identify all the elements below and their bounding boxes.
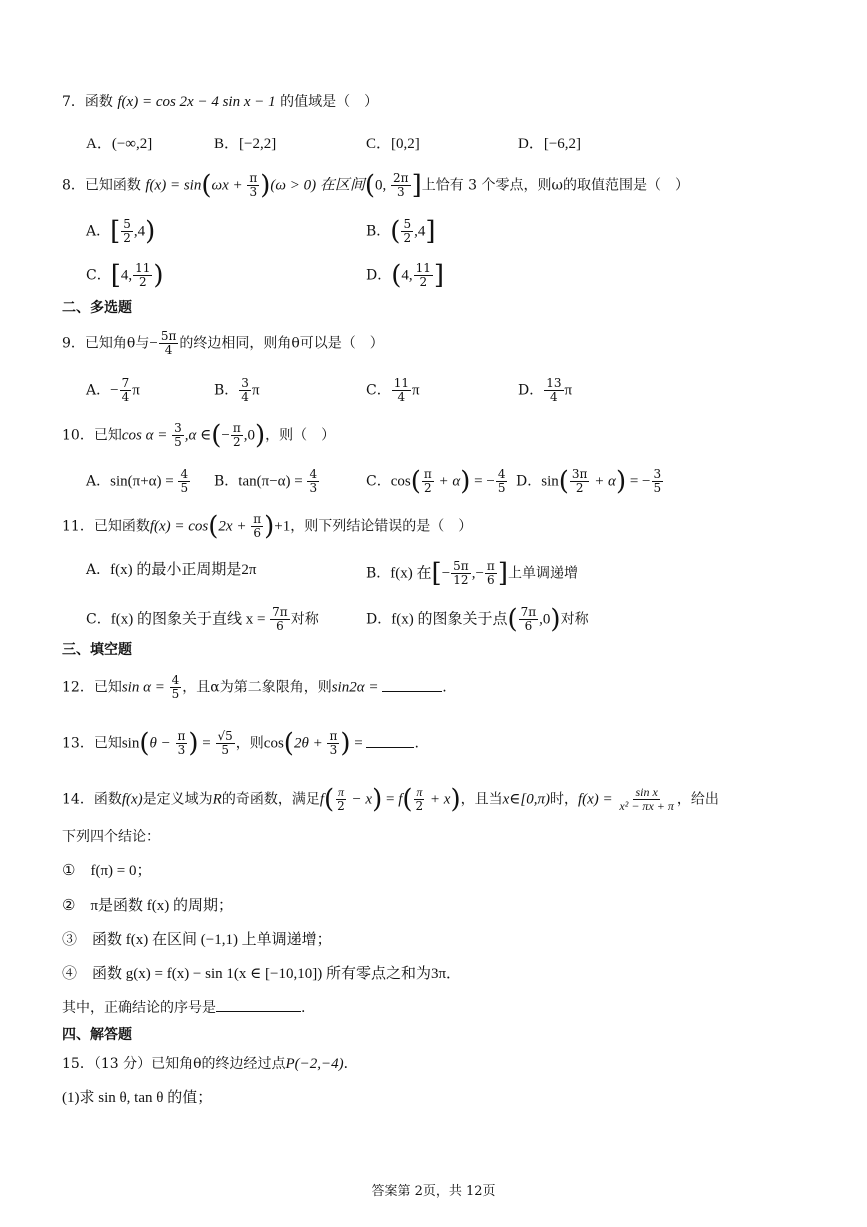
q14-close2: ) bbox=[450, 784, 461, 815]
q11-a-text: f(x) 的最小正周期是2π bbox=[110, 562, 257, 578]
q14-t3: ，且当 bbox=[460, 791, 503, 808]
q8-c-frac bbox=[133, 262, 152, 289]
q8-two-pi: 2π bbox=[393, 171, 409, 185]
q8-b-num: 5 bbox=[403, 217, 412, 231]
q14-frac3 bbox=[617, 786, 675, 813]
q8-option-c bbox=[86, 262, 164, 289]
q9-b-frac bbox=[239, 377, 251, 404]
q13-cos: cos bbox=[263, 735, 284, 752]
q8-label: 8．已知函数 bbox=[62, 177, 141, 194]
q10-d-close: ) bbox=[615, 466, 627, 497]
q8-three: 3 bbox=[249, 185, 258, 199]
q9-c-pi: π bbox=[412, 382, 420, 399]
q10-d-3pi: 3π bbox=[571, 467, 588, 481]
q8-paren-close: ) bbox=[260, 170, 271, 201]
q8-d-close: ] bbox=[433, 260, 445, 291]
q11-b-12: 12 bbox=[453, 573, 469, 587]
q10-frac-pi2 bbox=[231, 422, 243, 449]
q7-option-a: A．(−∞,2] bbox=[86, 136, 153, 152]
q10-c-label: C． bbox=[366, 473, 391, 490]
q9-b-den: 4 bbox=[241, 390, 249, 404]
q8-a-close: ) bbox=[145, 216, 156, 247]
q8-stem bbox=[62, 172, 689, 199]
q13-sqrt5: √5 bbox=[217, 729, 233, 743]
q10-d-den: 5 bbox=[653, 481, 662, 495]
q10-option-c bbox=[366, 468, 508, 495]
q12-sin2a: sin2α = bbox=[331, 679, 383, 696]
q12-stem bbox=[62, 674, 447, 701]
q12-sin: sin α = bbox=[121, 679, 169, 696]
q8-c-close: ) bbox=[153, 260, 164, 291]
q9-c-label: C． bbox=[366, 382, 391, 399]
q8-d-four: 4, bbox=[401, 267, 413, 284]
q11-d-7pi: 7π bbox=[520, 605, 537, 619]
q10-five: 5 bbox=[174, 435, 182, 449]
q8-d-frac bbox=[414, 262, 433, 289]
q13-sin: sin bbox=[121, 735, 140, 752]
q7-option-d: D．[−6,2] bbox=[518, 136, 582, 152]
q8-c-den: 2 bbox=[138, 275, 147, 289]
q8-d-den: 2 bbox=[419, 275, 428, 289]
q11-d-open: ( bbox=[507, 604, 518, 635]
q13-three: 3 bbox=[177, 743, 186, 757]
q15-point: P(−2,−4) bbox=[285, 1056, 344, 1072]
q13-open2: ( bbox=[283, 728, 294, 759]
q10-c-pi: π bbox=[423, 467, 432, 481]
q13-eq: = bbox=[198, 735, 215, 752]
q14-end: . bbox=[301, 1000, 306, 1016]
q12-num: 4 bbox=[171, 673, 180, 687]
q10-c-close: ) bbox=[460, 466, 471, 497]
q8-formula: f(x) = sin bbox=[145, 177, 202, 194]
q9-label: 9．已知角θ与 bbox=[62, 335, 150, 352]
q8-b-close: ] bbox=[425, 216, 436, 247]
q10-d-alpha: + α bbox=[590, 473, 616, 490]
q13-close2: ) bbox=[340, 728, 351, 759]
q8-a-num: 5 bbox=[123, 217, 131, 231]
q13-frac3 bbox=[327, 730, 339, 757]
q8-option-d bbox=[366, 262, 444, 289]
q8-option-b bbox=[366, 218, 436, 245]
q13-frac1 bbox=[176, 730, 188, 757]
q8-b-four: ,4 bbox=[414, 223, 426, 240]
q14-t2: 的奇函数，满足 bbox=[221, 791, 320, 808]
q8-d-num: 11 bbox=[415, 261, 431, 275]
q14-conclusion-1: ① f(π) = 0； bbox=[62, 863, 152, 879]
q14-f2: f bbox=[398, 791, 403, 808]
q14-minus-x: − x bbox=[347, 791, 373, 808]
q8-a-den: 2 bbox=[123, 231, 131, 245]
q10-d-two: 2 bbox=[575, 481, 584, 495]
q8-c-open: [ bbox=[110, 260, 121, 291]
q8-pi: π bbox=[249, 171, 258, 185]
q8-option-a bbox=[86, 218, 155, 245]
q9-option-c bbox=[366, 377, 420, 404]
q8-cond: (ω > 0) 在区间 bbox=[270, 177, 365, 194]
q10-c-frac bbox=[496, 468, 508, 495]
q8-frac-2pi3 bbox=[391, 172, 411, 199]
q11-c-label: C． bbox=[86, 611, 111, 628]
q13-open: ( bbox=[139, 728, 150, 759]
q11-six: 6 bbox=[253, 526, 261, 540]
section-solution: 四、解答题 bbox=[62, 1027, 132, 1043]
q10-open: ( bbox=[211, 420, 222, 451]
q9-den: 4 bbox=[164, 343, 173, 357]
q9-option-d bbox=[518, 377, 572, 404]
q9-d-label: D． bbox=[518, 382, 544, 399]
q10-a-formula: sin(π+α) = bbox=[110, 473, 178, 490]
q11-open: ( bbox=[208, 511, 219, 542]
q14-frac2 bbox=[414, 786, 426, 813]
q14-frac1 bbox=[335, 786, 347, 813]
q11-plus1: +1 bbox=[274, 518, 291, 535]
q9-frac bbox=[159, 330, 179, 357]
q9-tail: 的终边相同，则角θ可以是（ ） bbox=[179, 335, 384, 352]
q10-c-cos: cos bbox=[390, 473, 411, 490]
q13-close: ) bbox=[188, 728, 199, 759]
q9-option-b bbox=[214, 377, 260, 404]
q13-arg: θ − bbox=[149, 735, 175, 752]
q8-interval-zero: 0, bbox=[375, 177, 391, 194]
q14-plus-x: + x bbox=[426, 791, 451, 808]
section-multi-choice: 二、多选题 bbox=[62, 300, 132, 316]
q11-option-a bbox=[86, 560, 256, 580]
q9-d-den: 4 bbox=[550, 390, 558, 404]
q10-b-formula: tan(π−α) = bbox=[238, 473, 307, 490]
q13-answer-blank[interactable] bbox=[366, 735, 414, 748]
q8-c-label: C． bbox=[86, 267, 111, 284]
q9-b-label: B． bbox=[214, 382, 239, 399]
q14-num: sin x bbox=[635, 785, 658, 799]
q10-frac-35 bbox=[172, 422, 184, 449]
q8-b-frac bbox=[401, 218, 413, 245]
q10-a-frac bbox=[178, 468, 190, 495]
q9-option-a: A．− $\frac{7}{4}$ π bbox=[86, 376, 140, 404]
q11-option-d bbox=[366, 606, 589, 633]
q9-d-pi: π bbox=[564, 382, 573, 399]
q14-label: 14．函数 bbox=[62, 791, 122, 808]
q11-tail: ，则下列结论错误的是（ ） bbox=[290, 518, 473, 535]
q14-conclusion-4: ④ 函数 g(x) = f(x) − sin 1(x ∈ [−10,10]) 所有零点之和为3π． bbox=[62, 966, 462, 982]
q11-b-fx: f(x) 在 bbox=[390, 565, 432, 582]
q12-tail: ，且α为第二象限角，则 bbox=[182, 679, 332, 696]
q10-close: ) bbox=[254, 420, 266, 451]
q10-c-frac-pi2 bbox=[422, 468, 434, 495]
q14-t5: ，给出 bbox=[676, 791, 719, 808]
q10-c-two: 2 bbox=[424, 481, 432, 495]
q9-a-num: 7 bbox=[121, 376, 130, 390]
q12-den: 5 bbox=[171, 687, 180, 701]
q10-alpha-in: ,α ∈ bbox=[184, 427, 212, 444]
q12-answer-blank[interactable] bbox=[382, 679, 442, 692]
q15-end: ． bbox=[343, 1056, 358, 1072]
q13-then: ，则 bbox=[235, 735, 264, 752]
q10-c-eq: = − bbox=[470, 473, 495, 490]
q8-a-four: ,4 bbox=[133, 223, 146, 240]
q14-stem bbox=[62, 786, 719, 813]
q15-part1: (1)求 sin θ, tan θ 的值； bbox=[62, 1090, 213, 1106]
q9-a-label: A． bbox=[86, 382, 111, 399]
q11-stem bbox=[62, 513, 472, 540]
q10-stem bbox=[62, 422, 335, 449]
q11-d-label: D． bbox=[366, 611, 392, 628]
q7-stem bbox=[62, 92, 378, 112]
q8-interval-open: ( bbox=[364, 170, 376, 201]
q10-c-num: 4 bbox=[497, 467, 506, 481]
q14-close1: ) bbox=[372, 784, 383, 815]
q15-label: 15．（13 分）已知角θ的终边经过点 bbox=[62, 1056, 286, 1072]
q10-minus: − bbox=[221, 427, 230, 444]
q9-b-pi: π bbox=[251, 382, 260, 399]
q9-a-frac bbox=[120, 377, 132, 404]
q10-c-den: 5 bbox=[497, 481, 506, 495]
q9-c-num: 11 bbox=[393, 376, 409, 390]
q9-b-num: 3 bbox=[241, 376, 249, 390]
q14-fx2: f(x) = bbox=[577, 791, 617, 808]
section-fill-blank: 三、填空题 bbox=[62, 642, 132, 658]
q9-stem bbox=[62, 330, 384, 357]
q11-b-open: [ bbox=[431, 558, 442, 589]
q10-a-num: 4 bbox=[180, 467, 189, 481]
q15-stem bbox=[62, 1054, 358, 1074]
q14-den: x² − πx + π bbox=[619, 799, 674, 813]
q10-d-sin: sin bbox=[541, 473, 559, 490]
q12-label: 12．已知 bbox=[62, 679, 122, 696]
q11-c-text: f(x) 的图象关于直线 x = bbox=[110, 611, 270, 628]
q11-formula: f(x) = cos bbox=[149, 518, 209, 535]
q10-tail: ，则（ ） bbox=[265, 427, 336, 444]
q10-d-frac bbox=[652, 468, 664, 495]
q9-minus: − bbox=[149, 335, 158, 352]
q8-d-label: D． bbox=[366, 267, 392, 284]
q10-two: 2 bbox=[232, 435, 241, 449]
q11-close: ) bbox=[264, 511, 275, 542]
q14-answer bbox=[62, 998, 305, 1018]
q11-b-6: 6 bbox=[487, 573, 495, 587]
page-footer: 答案第 2页，共 12页 bbox=[371, 1184, 496, 1199]
q10-a-label: A． bbox=[86, 473, 111, 490]
q14-answer-blank[interactable] bbox=[216, 999, 301, 1012]
q13-frac2 bbox=[216, 730, 235, 757]
q14-answer-text: 其中，正确结论的序号是 bbox=[62, 1000, 216, 1016]
q10-option-d bbox=[516, 468, 664, 495]
q11-label: 11．已知函数 bbox=[62, 518, 150, 535]
q11-d-sym: 对称 bbox=[560, 611, 589, 628]
q11-c-frac bbox=[270, 606, 290, 633]
q9-c-den: 4 bbox=[397, 390, 406, 404]
q14-t1: 是定义域为 bbox=[142, 791, 213, 808]
q10-d-eq: = − bbox=[626, 473, 651, 490]
q10-b-den: 3 bbox=[309, 481, 318, 495]
q11-c-7pi: 7π bbox=[272, 605, 288, 619]
q9-d-frac bbox=[544, 377, 563, 404]
q11-arg: 2x + bbox=[218, 518, 251, 535]
q10-option-a bbox=[86, 468, 191, 495]
q8-d-open: ( bbox=[391, 260, 402, 291]
q8-paren: ( bbox=[201, 170, 212, 201]
q13-pi: π bbox=[177, 729, 186, 743]
q8-c-four: 4, bbox=[120, 267, 133, 284]
q11-b-minus: − bbox=[441, 565, 451, 582]
q14-f1: f bbox=[319, 791, 324, 808]
q11-b-5pi: 5π bbox=[453, 559, 469, 573]
q13-eq2: = bbox=[350, 735, 367, 752]
q8-c-num: 11 bbox=[135, 261, 151, 275]
q10-option-b bbox=[214, 468, 320, 495]
q12-frac bbox=[170, 674, 182, 701]
q12-end: . bbox=[442, 679, 447, 696]
q11-c-sym: 对称 bbox=[290, 611, 319, 628]
q8-frac-pi3 bbox=[247, 172, 259, 199]
q10-b-num: 4 bbox=[309, 467, 318, 481]
q11-b-frac2 bbox=[485, 560, 497, 587]
q13-end: . bbox=[414, 735, 419, 752]
q11-b-pi: π bbox=[486, 559, 495, 573]
q14-open2: ( bbox=[402, 784, 413, 815]
q7-tail: 的值域是（ ） bbox=[280, 94, 379, 110]
q11-c-6: 6 bbox=[276, 619, 284, 633]
q10-d-frac-3pi2 bbox=[570, 468, 590, 495]
q13-five: 5 bbox=[221, 743, 229, 757]
q14-fx: f(x) bbox=[121, 791, 143, 808]
q10-cos: cos α = bbox=[121, 427, 172, 444]
q10-b-frac bbox=[307, 468, 319, 495]
q14-pi1: π bbox=[337, 785, 344, 799]
q10-d-label: D． bbox=[516, 473, 542, 490]
q11-b-frac1 bbox=[451, 560, 471, 587]
q10-three: 3 bbox=[174, 421, 182, 435]
q11-b-label: B． bbox=[366, 565, 391, 582]
q14-R: R bbox=[212, 791, 222, 808]
q8-a-frac bbox=[121, 218, 133, 245]
q14-two1: 2 bbox=[337, 799, 345, 813]
q10-b-label: B． bbox=[214, 473, 239, 490]
q8-interval-close: ] bbox=[411, 170, 422, 201]
q10-a-den: 5 bbox=[180, 481, 189, 495]
q14-cond: x∈[0,π) bbox=[502, 791, 550, 808]
q14-line2: 下列四个结论： bbox=[62, 829, 160, 845]
q14-t4: 时， bbox=[549, 791, 578, 808]
q14-two2: 2 bbox=[415, 799, 424, 813]
q14-eq1: = bbox=[382, 791, 399, 808]
q13-label: 13．已知 bbox=[62, 735, 122, 752]
q8-b-label: B． bbox=[366, 223, 391, 240]
q11-d-close: ) bbox=[550, 604, 561, 635]
q11-b-tail: 上单调递增 bbox=[507, 565, 578, 582]
q7-label: 7．函数 bbox=[62, 94, 113, 110]
q9-d-num: 13 bbox=[546, 376, 562, 390]
q11-d-text: f(x) 的图象关于点 bbox=[391, 611, 508, 628]
q13-stem bbox=[62, 730, 419, 757]
q9-a-pi: π bbox=[132, 382, 140, 399]
q8-a-open: [ bbox=[110, 216, 121, 247]
q10-c-open: ( bbox=[410, 466, 421, 497]
q11-b-comma: ,− bbox=[471, 565, 484, 582]
q11-d-6: 6 bbox=[524, 619, 533, 633]
q9-c-frac bbox=[392, 377, 411, 404]
q11-frac bbox=[251, 513, 263, 540]
q11-d-zero: ,0 bbox=[539, 611, 551, 628]
q10-zero: ,0 bbox=[243, 427, 255, 444]
q8-b-den: 2 bbox=[403, 231, 412, 245]
q7-option-c: C．[0,2] bbox=[366, 136, 420, 152]
q8-b-open: ( bbox=[390, 216, 401, 247]
q8-arg: ωx + bbox=[211, 177, 247, 194]
q7-formula: f(x) = cos 2x − 4 sin x − 1 bbox=[117, 94, 276, 110]
q13-arg2: 2θ + bbox=[293, 735, 327, 752]
q10-d-open: ( bbox=[558, 466, 569, 497]
q10-label: 10．已知 bbox=[62, 427, 122, 444]
q11-b-close: ] bbox=[497, 558, 508, 589]
q14-conclusion-2: ② π是函数 f(x) 的周期； bbox=[62, 898, 234, 914]
q11-option-b bbox=[366, 560, 578, 587]
q10-pi: π bbox=[232, 421, 241, 435]
q11-pi: π bbox=[253, 512, 262, 526]
q14-open1: ( bbox=[324, 784, 335, 815]
q14-conclusion-3: ③ 函数 f(x) 在区间 (−1,1) 上单调递增； bbox=[62, 932, 332, 948]
q11-a-label: A． bbox=[86, 562, 111, 578]
q7-option-b: B．[−2,2] bbox=[214, 136, 277, 152]
q13-pi2: π bbox=[329, 729, 338, 743]
q8-den: 3 bbox=[396, 185, 405, 199]
q9-a-den: 4 bbox=[121, 390, 130, 404]
q8-tail: 上恰有 3 个零点，则ω的取值范围是（ ） bbox=[421, 177, 689, 194]
q9-num: 5π bbox=[160, 329, 177, 343]
q11-d-frac bbox=[519, 606, 539, 633]
q14-pi2: π bbox=[416, 785, 423, 799]
q10-c-alpha: + α bbox=[434, 473, 461, 490]
q8-a-label: A． bbox=[86, 223, 111, 240]
q10-d-num: 3 bbox=[653, 467, 662, 481]
q11-option-c bbox=[86, 606, 319, 633]
q13-three2: 3 bbox=[329, 743, 338, 757]
